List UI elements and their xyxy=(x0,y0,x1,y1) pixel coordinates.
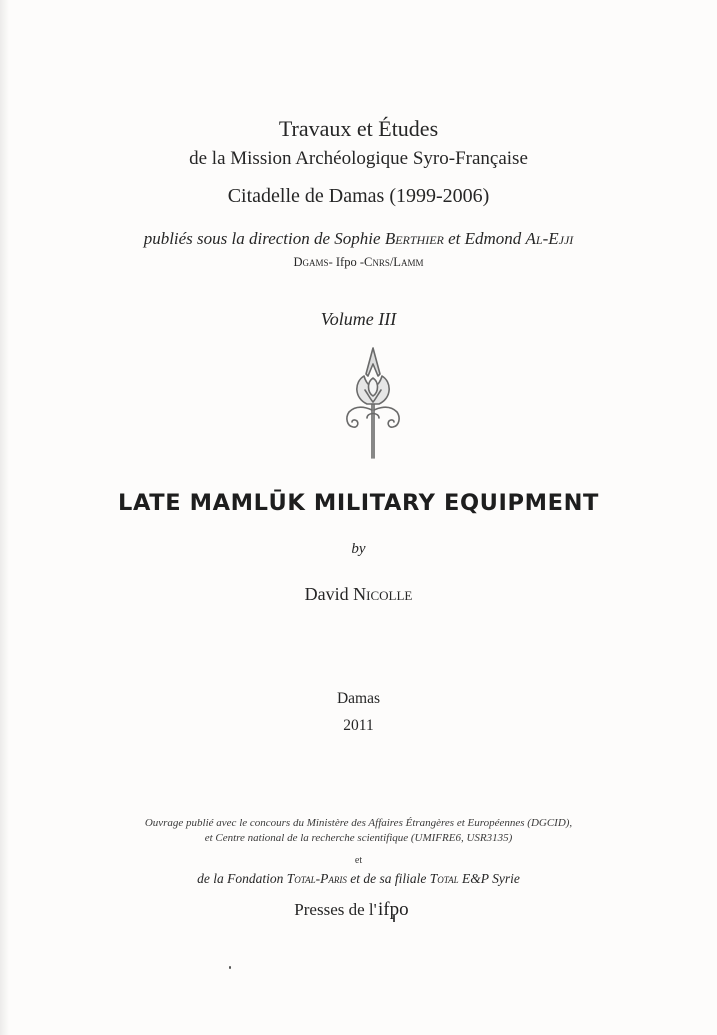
fleur-de-lis-emblem-icon xyxy=(339,346,407,462)
citadel-dates: Citadelle de Damas (1999-2006) xyxy=(227,185,490,207)
editors-middle: et Edmond xyxy=(443,229,526,248)
ifpo-logo-text: ifpo xyxy=(377,899,409,920)
foundation-line xyxy=(0,871,717,887)
sponsor-conjunction: et xyxy=(354,855,363,866)
foundation-middle: et de sa filiale xyxy=(346,871,430,886)
series-title: Travaux et Études xyxy=(278,116,439,141)
foundation-total: Total xyxy=(429,871,459,886)
editor-surname-2: Al-Ejji xyxy=(525,229,574,248)
mission-name: de la Mission Archéologique Syro-Française xyxy=(189,148,528,169)
institution-dgams: Dgams xyxy=(293,255,329,269)
publisher-line xyxy=(0,897,717,921)
sponsor-line-2: et Centre national de la recherche scientifique (UMIFRE6, USR3135) xyxy=(204,832,513,844)
institution-ifpo: - Ifpo - xyxy=(328,255,364,269)
foundation-suffix: E&P Syrie xyxy=(458,871,520,886)
sponsor-line-1: Ouvrage publié avec le concours du Ministère des Affaires Étrangères et Européennes (DGCID), xyxy=(144,817,573,829)
book-title: LATE MAMLŪK MILITARY EQUIPMENT xyxy=(118,490,599,516)
author-surname: Nicolle xyxy=(353,584,413,604)
author-first-name: David xyxy=(304,584,354,604)
publication-place: Damas xyxy=(336,690,381,707)
author-name xyxy=(0,584,717,605)
editor-surname-1: Berthier xyxy=(384,229,444,248)
editors-line xyxy=(0,229,717,249)
paper-speck xyxy=(229,966,231,969)
publisher-text: Presses de l' xyxy=(294,900,377,919)
institutions-line xyxy=(0,255,717,270)
foundation-prefix: de la Fondation xyxy=(197,871,287,886)
by-line: by xyxy=(351,541,366,557)
volume-number: Volume III xyxy=(320,309,397,329)
ifpo-logo-icon xyxy=(377,897,423,921)
institution-cnrs-lamm: Cnrs/Lamm xyxy=(363,255,424,269)
editors-prefix: publiés sous la direction de Sophie xyxy=(143,229,385,248)
publication-year: 2011 xyxy=(343,717,374,734)
foundation-total-paris: Total-Paris xyxy=(286,871,347,886)
